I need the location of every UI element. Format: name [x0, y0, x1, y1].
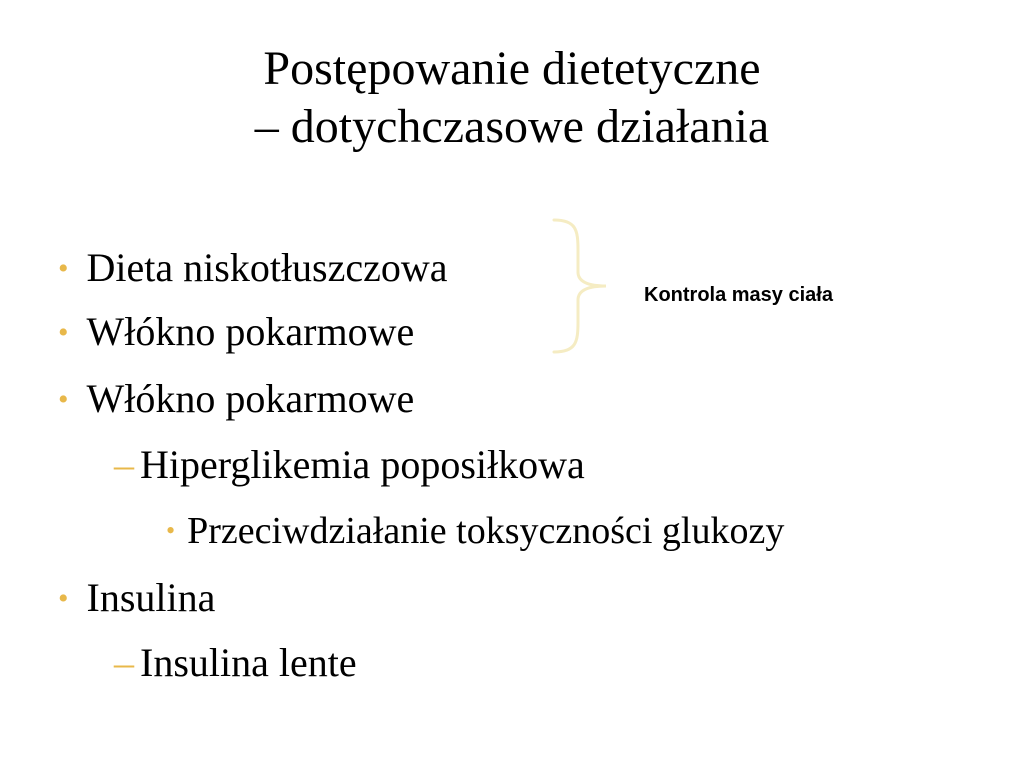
bullet-text: Włókno pokarmowe	[86, 376, 415, 421]
dash-marker: –	[114, 442, 134, 487]
dash-marker: –	[114, 640, 134, 685]
right-brace-icon	[546, 216, 616, 356]
bullet-marker: •	[58, 251, 69, 285]
bullet-marker: •	[58, 382, 69, 416]
sub-item-text: Hiperglikemia poposiłkowa	[140, 442, 585, 487]
bullet-item-insulin	[58, 574, 215, 626]
sub-sub-item-glucose-toxicity	[166, 507, 784, 558]
bullet-marker: •	[58, 315, 69, 349]
bullet-text: Włókno pokarmowe	[86, 309, 415, 354]
bullet-item-fiber-2	[58, 375, 414, 427]
sub-item-hyperglycemia	[114, 441, 585, 489]
sub-item-insulin-lente	[114, 639, 357, 687]
brace-path	[554, 220, 606, 352]
bullet-item-fiber-1	[58, 308, 414, 360]
bullet-marker: •	[166, 516, 176, 546]
sub-sub-item-text: Przeciwdziałanie toksyczności glukozy	[187, 510, 785, 552]
sub-item-text: Insulina lente	[140, 640, 357, 685]
brace-note-label: Kontrola masy ciała	[644, 284, 833, 306]
bullet-text: Insulina	[86, 575, 216, 620]
bullet-item-diet	[58, 244, 448, 296]
title-line-1: Postępowanie dietetyczne	[263, 42, 761, 95]
bullet-text: Dieta niskotłuszczowa	[86, 245, 448, 290]
bullet-marker: •	[58, 581, 69, 615]
title-line-2: – dotychczasowe działania	[254, 100, 770, 153]
slide-title	[0, 40, 1024, 156]
